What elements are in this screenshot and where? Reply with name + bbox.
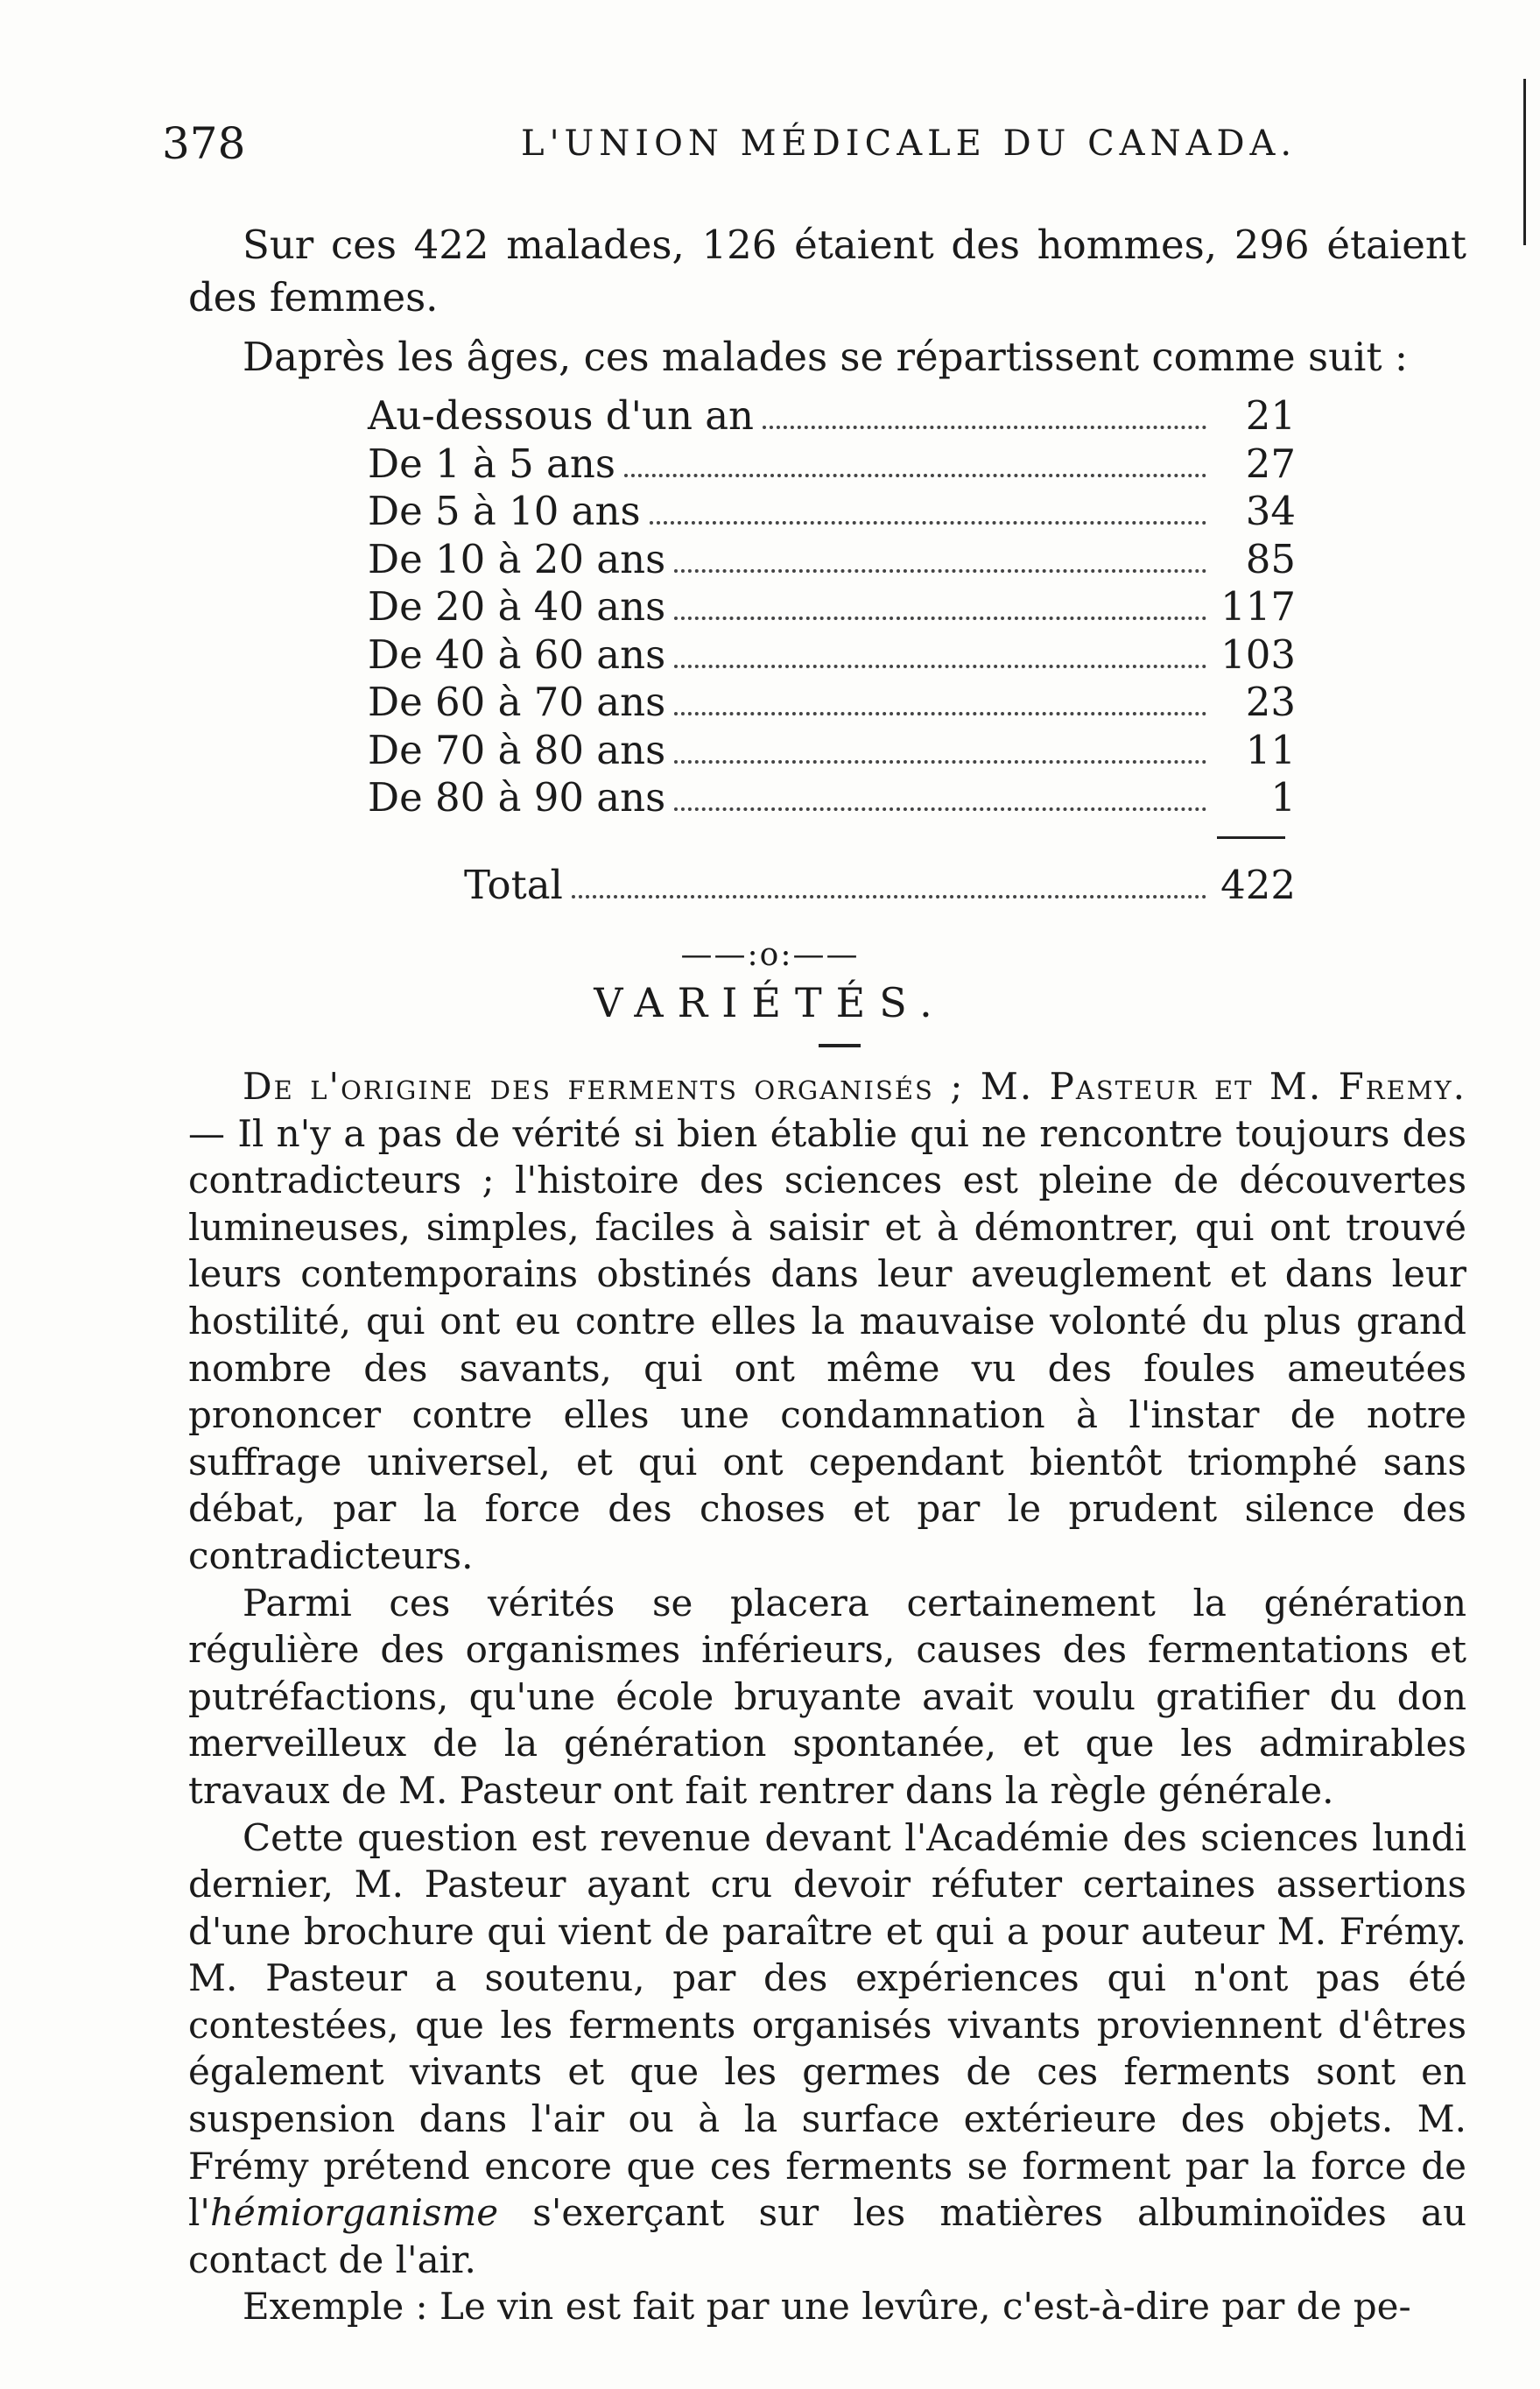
intro-paragraph-2: Daprès les âges, ces malades se répartissent comme suit : bbox=[243, 334, 1408, 380]
total-value: 422 bbox=[1220, 861, 1296, 908]
section-title: VARIÉTÉS. bbox=[594, 979, 946, 1026]
dot-leader bbox=[674, 617, 1206, 620]
age-label: De 80 à 90 ans bbox=[368, 774, 666, 821]
dot-leader bbox=[674, 569, 1206, 573]
intro-text bbox=[188, 219, 1466, 391]
table-row bbox=[368, 727, 1296, 775]
age-count: 117 bbox=[1220, 583, 1296, 630]
table-row bbox=[368, 679, 1296, 727]
table-row bbox=[368, 392, 1296, 440]
table-row bbox=[368, 774, 1296, 822]
age-label: De 10 à 20 ans bbox=[368, 535, 666, 582]
age-label: De 20 à 40 ans bbox=[368, 583, 666, 630]
table-row bbox=[368, 536, 1296, 584]
dot-leader bbox=[674, 712, 1206, 715]
running-head: L'UNION MÉDICALE DU CANADA. bbox=[521, 123, 1297, 164]
dot-leader bbox=[674, 807, 1206, 811]
table-row bbox=[368, 440, 1296, 489]
article-paragraph-1-text: — Il n'y a pas de vérité si bien établie qui ne rencontre toujours des contradicteurs ; l'histoire des sciences est pleine de découvertes lumineuses, simples, faciles à saisir et à démontrer, qui ont trouvé leurs contemporains obstinés dans leur aveuglement et dans leur hostilité, qui ont eu contre elles la mauvaise volonté du plus grand nombre des savants, qui ont même vu des foules ameutées prononcer contre elles une condamnation à l'instar de notre suffrage universel, et qui ont cependant bientôt triomphé sans débat, par la force des choses et par le prudent silence des contradicteurs. bbox=[188, 1111, 1466, 1577]
article-body bbox=[188, 1063, 1466, 2330]
table-row bbox=[368, 488, 1296, 536]
dot-leader bbox=[650, 521, 1206, 525]
age-label: De 40 à 60 ans bbox=[368, 631, 666, 678]
article-paragraph-3-text-a: Cette question est revenue devant l'Académie des sciences lundi dernier, M. Pasteur ayant cru devoir réfuter certaines assertions d'une brochure qui vient de paraître et qui a pour auteur M. Frémy. M. Pasteur a soutenu, par des expériences qui n'ont pas été contestées, que les ferments organisés vivants proviennent d'êtres également vivants et que les germes de ces ferments sont en suspension dans l'air ou à la surface extérieure des objets. M. Frémy prétend encore que ces ferments se forment par la force de l' bbox=[188, 1815, 1466, 2235]
dot-leader bbox=[674, 760, 1206, 764]
age-label: Au-dessous d'un an bbox=[368, 392, 755, 439]
page-number: 378 bbox=[162, 118, 246, 169]
margin-rule bbox=[1523, 79, 1526, 245]
dot-leader bbox=[674, 665, 1206, 668]
age-count: 103 bbox=[1220, 631, 1296, 678]
section-ornament: ——:o:—— bbox=[680, 937, 860, 973]
sum-rule bbox=[1217, 836, 1285, 862]
article-paragraph-4: Exemple : Le vin est fait par une levûre, c'est-à-dire par de pe- bbox=[243, 2285, 1411, 2329]
age-table bbox=[368, 392, 1296, 911]
total-label: Total bbox=[464, 861, 563, 908]
age-count: 1 bbox=[1270, 774, 1296, 821]
age-count: 11 bbox=[1245, 726, 1296, 773]
table-row bbox=[368, 583, 1296, 631]
intro-paragraph-1: Sur ces 422 malades, 126 étaient des hommes, 296 étaient des femmes. bbox=[188, 222, 1466, 321]
age-count: 85 bbox=[1245, 535, 1296, 582]
total-row bbox=[368, 862, 1296, 911]
dot-leader bbox=[763, 426, 1206, 429]
age-label: De 70 à 80 ans bbox=[368, 726, 666, 773]
article-paragraph-2: Parmi ces vérités se placera certainement la génération régulière des organismes inférieurs, causes des fermentations et putréfactions, qu'une école bruyante avait voulu gratifier du don merveilleux de la génération spontanée, et que les admirables travaux de M. Pasteur ont fait rentrer dans la règle générale. bbox=[188, 1581, 1466, 1812]
page-header bbox=[162, 118, 1440, 180]
dot-leader bbox=[572, 895, 1206, 899]
age-label: De 5 à 10 ans bbox=[368, 488, 641, 534]
age-label: De 1 à 5 ans bbox=[368, 440, 615, 487]
title-rule bbox=[819, 1044, 861, 1047]
article-paragraph-3-text-b: s'exerçant sur les matières albuminoïdes au contact de l'air. bbox=[188, 2191, 1466, 2281]
age-count: 23 bbox=[1245, 679, 1296, 725]
age-count: 34 bbox=[1245, 488, 1296, 534]
article-paragraph-3 bbox=[188, 1815, 1466, 2284]
age-count: 21 bbox=[1245, 392, 1296, 439]
age-count: 27 bbox=[1245, 440, 1296, 487]
table-row bbox=[368, 631, 1296, 680]
age-label: De 60 à 70 ans bbox=[368, 679, 666, 725]
article-italic-term: hémiorganisme bbox=[209, 2191, 499, 2235]
dot-leader bbox=[624, 474, 1206, 477]
article-paragraph-1 bbox=[188, 1063, 1466, 1580]
article-heading: De l'origine des ferments organisés ; M. Pasteur et M. Fremy. bbox=[243, 1065, 1466, 1108]
